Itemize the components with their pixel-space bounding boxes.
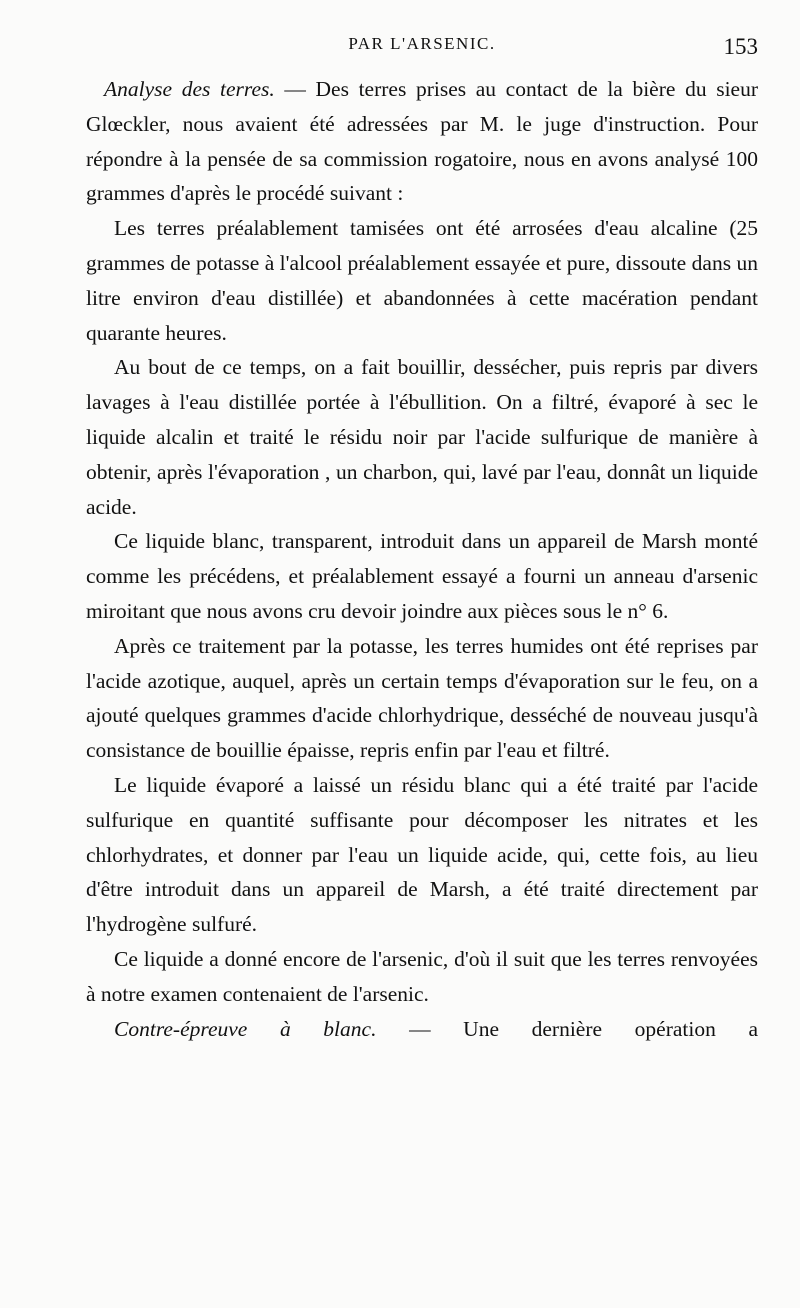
- paragraph-text: Après ce traitement par la potasse, les terres humides ont été reprises par l'acide azotique, auquel, après un certain temps d'évaporation sur le feu, on a ajouté quelques grammes d'acide chlorhydrique, desséché de nouveau jusqu'à consistance de bouillie épaisse, repris enfin par l'eau et filtré.: [86, 633, 758, 763]
- paragraph: [86, 768, 758, 942]
- paragraph: [86, 942, 758, 1012]
- paragraph-text: — Des terres prises au contact de la bière du sieur Glœckler, nous avaient été adressées par M. le juge d'instruction. Pour répondre à la pensée de sa commission rogatoire, nous en avons analysé 100 grammes d'après le procédé suivant :: [86, 77, 758, 206]
- paragraph: [86, 524, 758, 628]
- paragraph: [86, 629, 758, 768]
- section-heading-analyse-des-terres: Analyse des terres.: [104, 77, 275, 101]
- paragraph-contre-epreuve: [86, 1012, 758, 1047]
- paragraph: [86, 350, 758, 524]
- section-heading-contre-epreuve: Contre-épreuve à blanc.: [114, 1016, 377, 1041]
- paragraph: [86, 211, 758, 350]
- paragraph-text: Les terres préalablement tamisées ont été arrosées d'eau alcaline (25 grammes de potasse à l'alcool préalablement essayée et pure, dissoute dans un litre environ d'eau distillée) et abandonnées à cette macération pendant quarante heures.: [86, 216, 758, 345]
- paragraph-text: Ce liquide a donné encore de l'arsenic, d'où il suit que les terres renvoyées à notre examen contenaient de l'arsenic.: [86, 946, 758, 1006]
- body-text: [86, 72, 758, 1046]
- paragraph-text: Ce liquide blanc, transparent, introduit dans un appareil de Marsh monté comme les précédens, et préalablement essayé a fourni un anneau d'arsenic miroitant que nous avons cru devoir joindre aux pièces sous le n° 6.: [86, 529, 758, 623]
- paragraph-text: Le liquide évaporé a laissé un résidu blanc qui a été traité par l'acide sulfurique en quantité suffisante pour décomposer les nitrates et les chlorhydrates, et donner par l'eau un liquide acide, qui, cette fois, au lieu d'être introduit dans un appareil de Marsh, a été traité directement par l'hydrogène sulfuré.: [86, 772, 758, 937]
- page-header: [86, 34, 758, 60]
- paragraph-text: Au bout de ce temps, on a fait bouillir, dessécher, puis repris par divers lavages à l'eau distillée portée à l'ébullition. On a filtré, évaporé à sec le liquide alcalin et traité le résidu noir par l'acide sulfurique de manière à obtenir, après l'évaporation , un charbon, qui, lavé par l'eau, donnât un liquide acide.: [86, 355, 758, 519]
- paragraph-text: — Une dernière opération a: [376, 1016, 758, 1041]
- paragraph-analyse-des-terres: [86, 72, 758, 211]
- running-head: PAR L'ARSENIC.: [348, 34, 496, 53]
- page-number: 153: [723, 34, 758, 59]
